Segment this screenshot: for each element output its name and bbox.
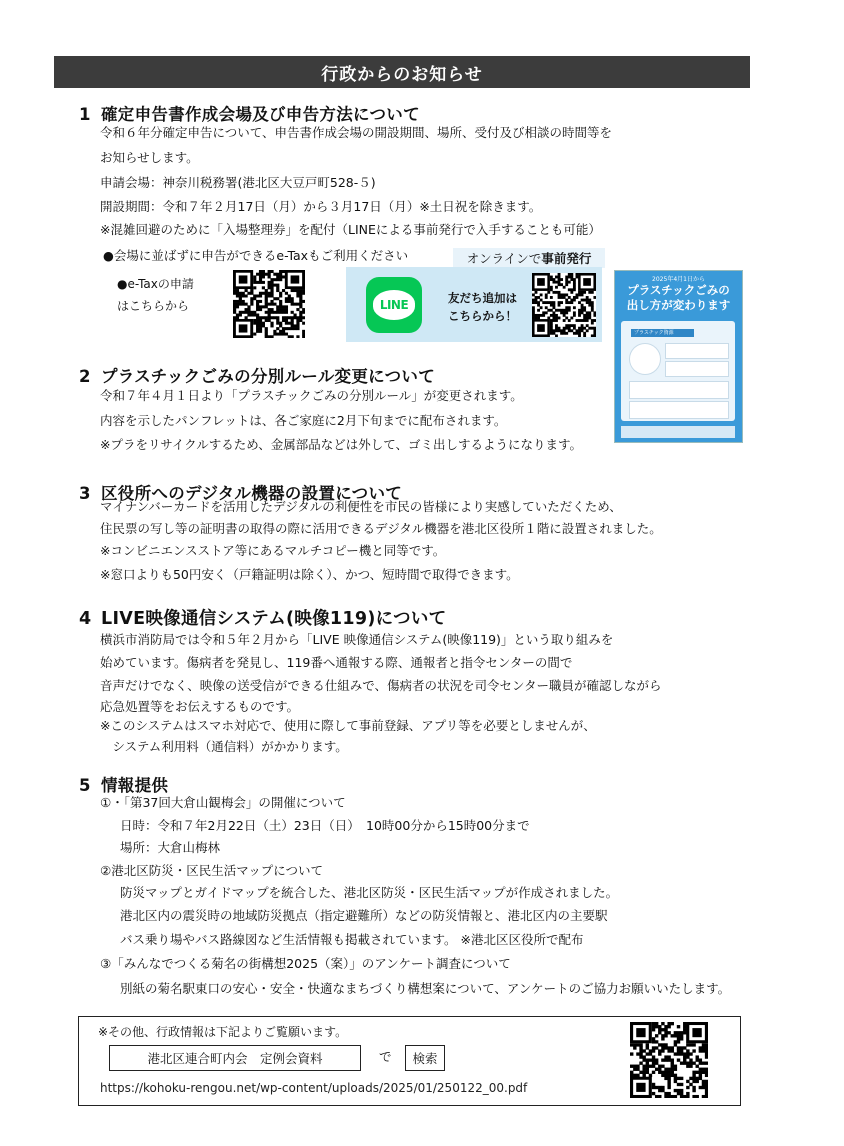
section-1-title: 1 確定申告書作成会場及び申告方法について: [79, 105, 420, 124]
info-item-2-line-3: バス乗り場やバス路線図など生活情報も掲載されています。 ※港北区区役所で配布: [120, 932, 584, 947]
section-5-title: 5 情報提供: [79, 776, 169, 795]
section-3-line-2: 住民票の写し等の証明書の取得の際に活用できるデジタル機器を港北区役所１階に設置されました。: [100, 521, 662, 536]
section-1-line-3: 申請会場：神奈川税務署(港北区大豆戸町528-５): [100, 175, 376, 190]
section-1-line-5: ※混雑回避のために「入場整理券」を配付（LINEによる事前発行で入手することも可能）: [100, 222, 601, 237]
section-1-line-6: ●会場に並ばずに申告ができるe-Taxもご利用ください: [103, 248, 409, 263]
search-button[interactable]: 検索: [405, 1045, 445, 1071]
section-1-line-4: 開設期間：令和７年２月17日（月）から３月17日（月）※土日祝を除きます。: [100, 199, 542, 214]
section-2-line-2: 内容を示したパンフレットは、各ご家庭に2月下旬までに配布されます。: [100, 413, 507, 428]
info-item-2-line-1: 防災マップとガイドマップを統合した、港北区防災・区民生活マップが作成されました。: [120, 885, 619, 900]
footer-note: ※その他、行政情報は下記よりご覧願います。: [98, 1025, 348, 1039]
section-4-line-2: 始めています。傷病者を発見し、119番へ通報する際、通報者と指令センターの間で: [100, 655, 573, 670]
section-4-line-4: 応急処置等をお伝えするものです。: [100, 699, 300, 714]
line-logo-icon: LINE: [366, 277, 422, 333]
section-4-line-6: システム利用料（通信料）がかかります。: [100, 739, 348, 754]
info-item-1-title: ①・「第37回大倉山観梅会」の開催について: [100, 795, 346, 810]
line-qr-code[interactable]: [532, 273, 596, 337]
line-banner[interactable]: [346, 267, 602, 342]
info-item-3-line-1: 別紙の菊名駅東口の安心・安全・快適なまちづくり構想案について、アンケートのご協力お願いいたします。: [120, 981, 731, 996]
section-1-line-1: 令和６年分確定申告について、申告書作成会場の開設期間、場所、受付及び相談の時間等を: [100, 125, 613, 140]
section-3-line-4: ※窓口よりも50円安く（戸籍証明は除く）、かつ、短時間で取得できます。: [100, 567, 519, 582]
section-3-title: 3 区役所へのデジタル機器の設置について: [79, 484, 403, 503]
etax-label: ●e-Taxの申請: [117, 277, 194, 291]
section-4-line-5: ※このシステムはスマホ対応で、使用に際して事前登録、アプリ等を必要としませんが、: [100, 718, 596, 733]
footer-box: [78, 1016, 741, 1106]
etax-label-2: はこちらから: [117, 299, 190, 313]
etax-qr-code[interactable]: [233, 270, 305, 338]
section-3-line-1: マイナンバーカードを活用したデジタルの利便性を市民の皆様により実感していただくため、: [100, 499, 622, 514]
search-term-box[interactable]: 港北区連合町内会 定例会資料: [109, 1045, 361, 1071]
section-2-title: 2 プラスチックごみの分別ルール変更について: [79, 367, 436, 386]
footer-qr-code[interactable]: [630, 1022, 708, 1098]
footer-url[interactable]: https://kohoku-rengou.net/wp-content/uploads/2025/01/250122_00.pdf: [100, 1081, 528, 1095]
page-header: 行政からのお知らせ: [54, 56, 750, 88]
online-issue-label: オンラインで 事前発行: [453, 248, 605, 268]
footer-de: で: [379, 1049, 392, 1064]
line-banner-text: 友だち追加は こちらから！: [448, 291, 517, 323]
plastic-pamphlet-image: 2025年4月1日から プラスチックごみの 出し方が変わります プラスチック資源: [614, 270, 743, 443]
section-2-line-3: ※プラをリサイクルするため、金属部品などは外して、ゴミ出しするようになります。: [100, 437, 582, 452]
section-4-line-3: 音声だけでなく、映像の送受信ができる仕組みで、傷病者の状況を司令センター職員が確認しながら: [100, 678, 662, 693]
section-4-title: 4 LIVE映像通信システム(映像119)について: [79, 609, 447, 629]
info-item-2-title: ②港北区防災・区民生活マップについて: [100, 863, 323, 878]
section-3-line-3: ※コンビニエンスストア等にあるマルチコピー機と同等です。: [100, 543, 446, 558]
info-item-2-line-2: 港北区内の震災時の地域防災拠点（指定避難所）などの防災情報と、港北区内の主要駅: [120, 908, 608, 923]
info-item-1-date: 日時：令和７年2月22日（土）23日（日） 10時00分から15時00分まで: [120, 818, 530, 833]
info-item-3-title: ③「みんなでつくる菊名の街構想2025（案）」のアンケート調査について: [100, 956, 511, 971]
section-1-line-2: お知らせします。: [100, 150, 199, 165]
section-4-line-1: 横浜市消防局では令和５年２月から「LIVE 映像通信システム(映像119)」という取り組みを: [100, 632, 614, 647]
section-2-line-1: 令和７年４月１日より「プラスチックごみの分別ルール」が変更されます。: [100, 388, 523, 403]
info-item-1-place: 場所：大倉山梅林: [120, 840, 221, 855]
